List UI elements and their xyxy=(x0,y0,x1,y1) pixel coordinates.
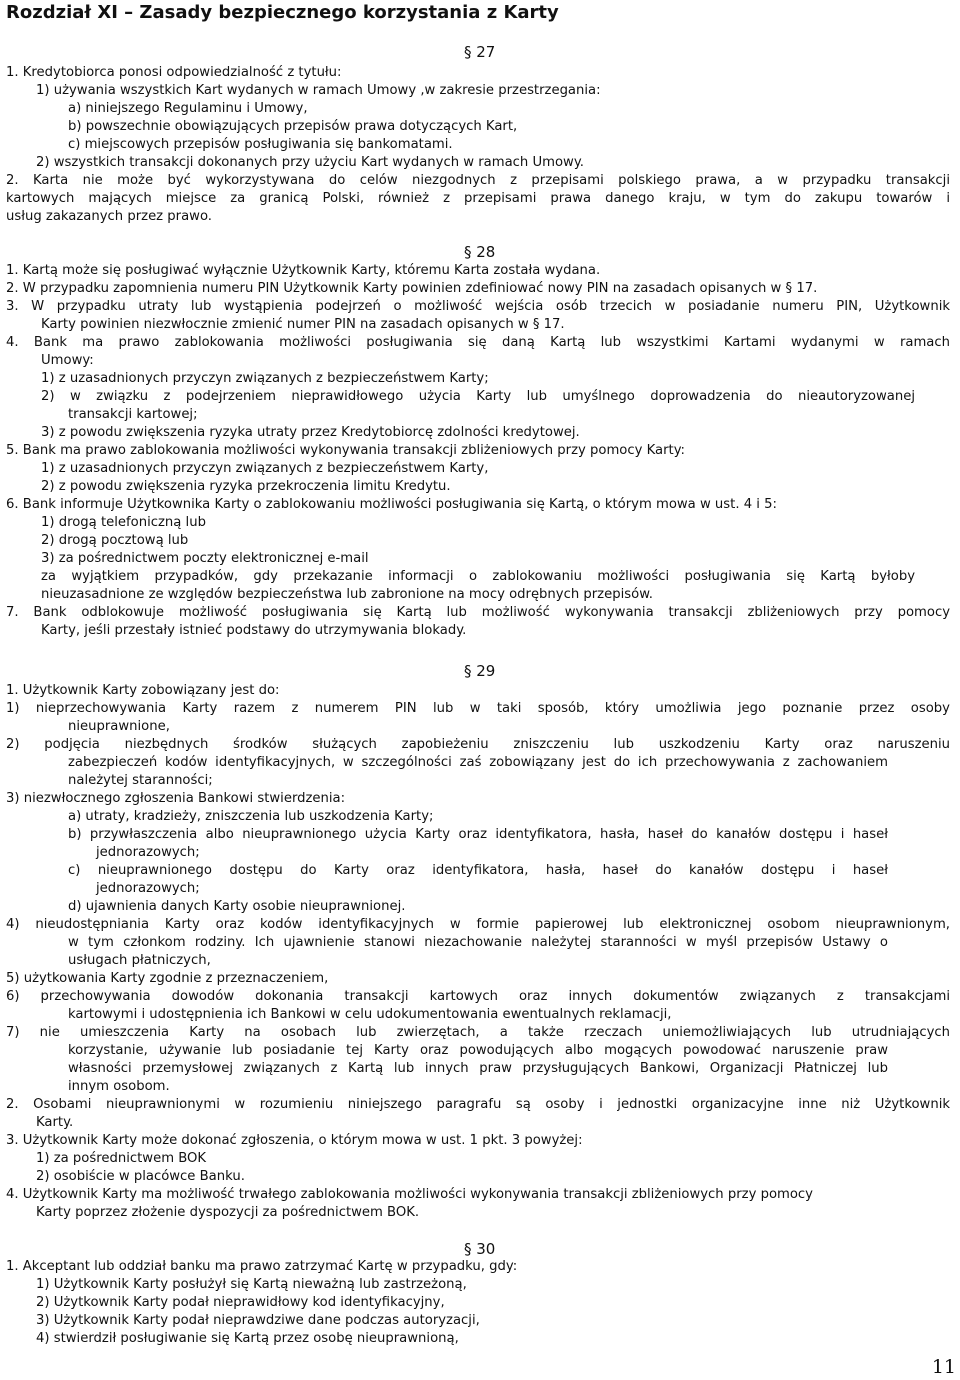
text-line: b) przywłaszczenia albo nieuprawnionego użycia Karty oraz identyfikatora, hasła, haseł do kanałów dostępu i haseł xyxy=(68,827,888,842)
text-line: własności przemysłowej związanych z Kartą lub innych praw przysługujących Bankowi, Organizacji Płatniczej lub xyxy=(68,1061,888,1076)
text-line: za wyjątkiem przypadków, gdy przekazanie informacji o zablokowaniu możliwości posługiwania się Kartą byłoby xyxy=(41,569,915,584)
text-line: c) miejscowych przepisów posługiwania się bankomatami. xyxy=(68,137,453,152)
text-line: 4. Użytkownik Karty ma możliwość trwałego zablokowania możliwości wykonywania transakcji zbliżeniowych przy pomocy xyxy=(6,1187,813,1202)
text-line: 1. Użytkownik Karty zobowiązany jest do: xyxy=(6,683,280,698)
section-heading: § 28 xyxy=(464,243,496,261)
text-line: 2. Osobami nieuprawnionymi w rozumieniu niniejszego paragrafu są osoby i jednostki organizacyjne inne niż Użytkownik xyxy=(6,1097,950,1112)
text-line: 6) przechowywania dowodów dokonania transakcji kartowych oraz innych dokumentów związanych z transakcjami xyxy=(6,989,950,1004)
section-heading: § 27 xyxy=(464,43,496,61)
text-line: 3) z powodu zwiększenia ryzyka utraty przez Kredytobiorcę zdolności kredytowej. xyxy=(41,425,580,440)
text-line: 3) za pośrednictwem poczty elektronicznej e-mail xyxy=(41,551,369,566)
text-line: 1. Kartą może się posługiwać wyłącznie Użytkownik Karty, któremu Karta została wydana. xyxy=(6,263,601,278)
text-line: 3. W przypadku utraty lub wystąpienia podejrzeń o możliwość wejścia osób trzecich w posiadanie numeru PIN, Użytkownik xyxy=(6,299,950,314)
text-line: transakcji kartowej; xyxy=(68,407,198,422)
text-line: 4) nieudostępniania Karty oraz kodów identyfikacyjnych w formie papierowej lub elektronicznej osobom nieuprawnionym, xyxy=(6,917,950,932)
text-line: korzystanie, używanie lub posiadanie tej Karty oraz powodujących albo mogących powodować naruszenie praw xyxy=(68,1043,888,1058)
text-line: w tym członkom rodziny. Ich ujawnienie stanowi niezachowanie należytej staranności w myśl przepisów Ustawy o xyxy=(68,935,888,950)
text-line: 2) z powodu zwiększenia ryzyka przekroczenia limitu Kredytu. xyxy=(41,479,451,494)
text-line: 2) drogą pocztową lub xyxy=(41,533,189,548)
text-line: kartowymi i udostępnienia ich Bankowi w celu udokumentowania ewentualnych reklamacji, xyxy=(68,1007,672,1022)
text-line: 2) w związku z podejrzeniem nieprawidłowego użycia Karty lub umyślnego doprowadzenia do nieautoryzowanej xyxy=(41,389,915,404)
text-line: 1) używania wszystkich Kart wydanych w ramach Umowy ,w zakresie przestrzegania: xyxy=(36,83,601,98)
text-line: 1. Akceptant lub oddział banku ma prawo zatrzymać Kartę w przypadku, gdy: xyxy=(6,1259,518,1274)
text-line: 7) nie umieszczenia Karty na osobach lub zwierzętach, a także rzeczach uniemożliwiających lub utrudniających xyxy=(6,1025,950,1040)
text-line: 4) stwierdził posługiwanie się Kartą przez osobę nieuprawnioną, xyxy=(36,1331,459,1346)
text-line: 2) Użytkownik Karty podał nieprawidłowy kod identyfikacyjny, xyxy=(36,1295,445,1310)
text-line: d) ujawnienia danych Karty osobie nieuprawnionej. xyxy=(68,899,406,914)
text-line: 6. Bank informuje Użytkownika Karty o zablokowaniu możliwości posługiwania się Kartą, o którym mowa w ust. 4 i 5: xyxy=(6,497,777,512)
text-line: jednorazowych; xyxy=(96,881,200,896)
text-line: innym osobom. xyxy=(68,1079,170,1094)
text-line: 2) podjęcia niezbędnych środków służących zapobieżeniu zniszczeniu lub uszkodzeniu Karty oraz naruszeniu xyxy=(6,737,950,752)
text-line: usług zakazanych przez prawo. xyxy=(6,209,212,224)
text-line: a) niniejszego Regulaminu i Umowy, xyxy=(68,101,308,116)
text-line: 5. Bank ma prawo zablokowania możliwości wykonywania transakcji zbliżeniowych przy pomocy Karty: xyxy=(6,443,685,458)
section-heading: § 29 xyxy=(464,662,496,680)
text-line: 1) drogą telefoniczną lub xyxy=(41,515,206,530)
text-line: 1) Użytkownik Karty posłużył się Kartą nieważną lub zastrzeżoną, xyxy=(36,1277,467,1292)
text-line: 1. Kredytobiorca ponosi odpowiedzialność z tytułu: xyxy=(6,65,342,80)
text-line: b) powszechnie obowiązujących przepisów prawa dotyczących Kart, xyxy=(68,119,518,134)
text-line: 2) osobiście w placówce Banku. xyxy=(36,1169,245,1184)
text-line: Karty. xyxy=(36,1115,74,1130)
text-line: kartowych mających miejsce za granicą Polski, również z przepisami prawa danego kraju, w tym do zakupu towarów i xyxy=(6,191,950,206)
chapter-title: Rozdział XI – Zasady bezpiecznego korzystania z Karty xyxy=(6,2,559,23)
text-line: 1) z uzasadnionych przyczyn związanych z bezpieczeństwem Karty; xyxy=(41,371,489,386)
text-line: jednorazowych; xyxy=(96,845,200,860)
text-line: nieuzasadnione ze względów bezpieczeństwa lub zabronione na mocy odrębnych przepisów. xyxy=(41,587,653,602)
text-line: Karty poprzez złożenie dyspozycji za pośrednictwem BOK. xyxy=(36,1205,420,1220)
text-line: 1) nieprzechowywania Karty razem z numerem PIN lub w taki sposób, który umożliwia jego poznanie przez osoby xyxy=(6,701,950,716)
text-line: 7. Bank odblokowuje możliwość posługiwania się Kartą lub możliwość wykonywania transakcji zbliżeniowych przy pomocy xyxy=(6,605,950,620)
text-line: Umowy: xyxy=(41,353,94,368)
text-line: 3. Użytkownik Karty może dokonać zgłoszenia, o którym mowa w ust. 1 pkt. 3 powyżej: xyxy=(6,1133,583,1148)
text-line: 2. W przypadku zapomnienia numeru PIN Użytkownik Karty powinien zdefiniować nowy PIN na zasadach opisanych w § 17. xyxy=(6,281,818,296)
text-line: 2. Karta nie może być wykorzystywana do celów niezgodnych z przepisami polskiego prawa, a w przypadku transakcji xyxy=(6,173,950,188)
text-line: c) nieuprawnionego dostępu do Karty oraz identyfikatora, hasła, haseł do kanałów dostępu i haseł xyxy=(68,863,888,878)
text-line: 4. Bank ma prawo zablokowania możliwości posługiwania się daną Kartą lub wszystkimi Kartami wydanymi w ramach xyxy=(6,335,950,350)
text-line: Karty powinien niezwłocznie zmienić numer PIN na zasadach opisanych w § 17. xyxy=(41,317,565,332)
text-line: 5) użytkowania Karty zgodnie z przeznaczeniem, xyxy=(6,971,329,986)
text-line: 3) Użytkownik Karty podał nieprawdziwe dane podczas autoryzacji, xyxy=(36,1313,480,1328)
text-line: zabezpieczeń kodów identyfikacyjnych, w szczególności zaś zobowiązany jest do ich przechowywania z zachowaniem xyxy=(68,755,888,770)
text-line: Karty, jeśli przestały istnieć podstawy do utrzymywania blokady. xyxy=(41,623,467,638)
text-line: 3) niezwłocznego zgłoszenia Bankowi stwierdzenia: xyxy=(6,791,346,806)
page-number: 11 xyxy=(931,1356,956,1378)
text-line: a) utraty, kradzieży, zniszczenia lub uszkodzenia Karty; xyxy=(68,809,434,824)
text-line: nieuprawnione, xyxy=(68,719,170,734)
text-line: 2) wszystkich transakcji dokonanych przy użyciu Kart wydanych w ramach Umowy. xyxy=(36,155,584,170)
section-heading: § 30 xyxy=(464,1240,496,1258)
text-line: usługach płatniczych, xyxy=(68,953,211,968)
text-line: 1) z uzasadnionych przyczyn związanych z bezpieczeństwem Karty, xyxy=(41,461,489,476)
text-line: należytej staranności; xyxy=(68,773,213,788)
text-line: 1) za pośrednictwem BOK xyxy=(36,1151,207,1166)
